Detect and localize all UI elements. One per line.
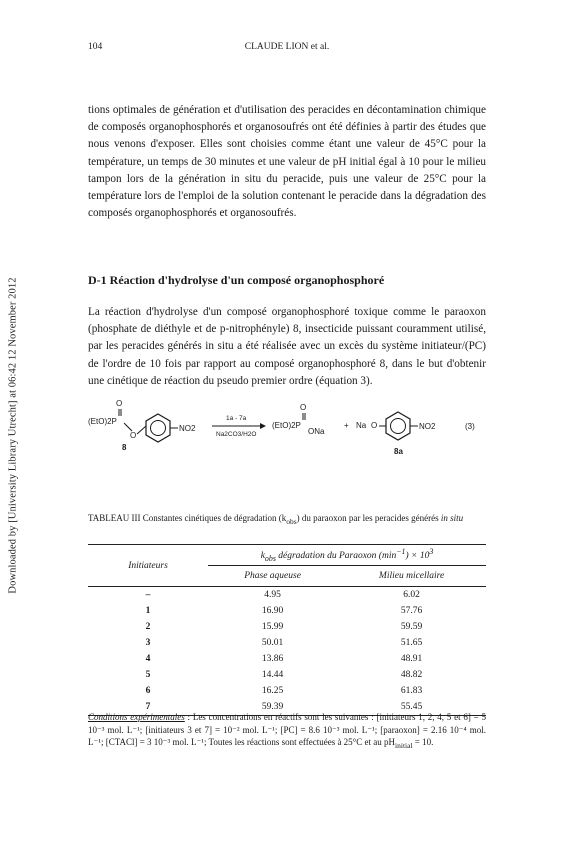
- product-oxo: O: [300, 403, 307, 412]
- intro-paragraph: tions optimales de génération et d'utilisation des peracides en décontamination chimique de composés organophosphorés et organosoufrés ont été définies à partir des études que nous venons d'exposer. Elles sont choisies comme étant une valeur de 45°C pour la température, un temps de 30 minutes et une valeur de pH initial égal à 10 pour le milieu tampon lors de la génération in situ du peracide, puis une valeur de 25°C pour la température lors de l'emploi de la solution contenant le peracide dans la dégradation des composés organophosphorés et organosoufrés.: [88, 104, 486, 220]
- cell-mic: 57.76: [400, 606, 423, 616]
- cell-aq: 16.90: [261, 606, 284, 616]
- conditions-text: : Les concentrations en réactifs sont les suivantes : [initiateurs 1, 2, 4, 5 et 6] = 5 10⁻³ mol. L⁻¹; [initiateurs 3 et 7] = 10⁻² mol. L⁻¹; [PC] = 8.6 10⁻³ mol. L⁻¹; [paraoxon] = 2.16 10⁻⁴ mol. L⁻¹; [CTACl] = 3 10⁻³ mol. L⁻¹; Toutes les réactions sont effectuées à 25°C et au pH: [88, 712, 486, 747]
- kobs-text: dégradation du Paraoxon (min: [275, 551, 397, 562]
- table-caption: [88, 512, 486, 528]
- download-watermark-text: Downloaded by [University Library Utrecht] at 06:42 12 November 2012: [7, 276, 19, 594]
- cell-mic: 6.02: [403, 590, 420, 600]
- product-nitro: NO2: [419, 422, 436, 431]
- cell-mic: 55.45: [337, 699, 486, 716]
- caption-sub: obs: [286, 516, 297, 526]
- cell-aq: 59.39: [208, 699, 337, 716]
- o-ring-bond: [137, 426, 146, 434]
- caption-italic: in situ: [440, 513, 464, 523]
- conditions-sub: initial: [395, 740, 413, 750]
- reaction-arrowhead: [260, 423, 266, 429]
- col-initiateurs: Initiateurs: [88, 545, 208, 587]
- download-watermark: [0, 210, 28, 660]
- experimental-conditions: [88, 711, 486, 752]
- arrow-reagent-top: 1a - 7a: [226, 415, 247, 422]
- page-number: 104: [88, 42, 103, 52]
- cell-init: 6: [145, 686, 151, 696]
- table-row: [88, 587, 486, 604]
- product-group: (EtO)2P: [272, 421, 301, 430]
- table-row: [88, 635, 486, 651]
- hydrolysis-paragraph: La réaction d'hydrolyse d'un composé organophosphoré toxique comme le paraoxon (phosphate de diéthyle et de p-nitrophényle) 8, insecticide puissant couramment utilisé, par les peracides générés in situ a été réalisée avec un excès du système initiateur/(PC) de l'ordre de 10 fois par rapport au composé organophosphoré 8, dans le but d'obtenir une cinétique de réaction du pseudo premier ordre (équation 3).: [88, 306, 486, 387]
- kobs-exp2: 3: [429, 546, 434, 556]
- conditions-tail: = 10.: [412, 737, 434, 747]
- sodium-ion: Na: [356, 421, 367, 430]
- cell-init: 4: [145, 654, 151, 664]
- cell-aq: 15.99: [261, 622, 284, 632]
- cell-aq: 14.44: [261, 670, 284, 680]
- cell-init: 7: [88, 699, 208, 716]
- cell-mic: 48.91: [400, 654, 423, 664]
- cell-init: 5: [145, 670, 151, 680]
- running-head: CLAUDE LION et al.: [244, 42, 330, 52]
- equation-number: (3): [465, 422, 475, 431]
- caption-prefix: TABLEAU III Constantes cinétiques de dégradation (k: [88, 513, 287, 523]
- cell-init: 3: [145, 638, 151, 648]
- reactant-nitro: NO2: [179, 424, 196, 433]
- col-milieu-micellaire: Milieu micellaire: [337, 566, 486, 587]
- col-kobs-group: [208, 545, 486, 566]
- product-benzene-ring: [386, 412, 410, 440]
- caption-mid: ) du paraoxon par les peracides générés: [296, 513, 441, 523]
- cell-mic: 61.83: [400, 686, 423, 696]
- reactant-ether-o: O: [130, 431, 137, 440]
- kinetics-table: [88, 544, 486, 716]
- cell-init: 1: [145, 606, 151, 616]
- reactant-label: 8: [122, 443, 127, 452]
- cell-mic: 59.59: [400, 622, 423, 632]
- table-row: [88, 619, 486, 635]
- table-row: [88, 683, 486, 699]
- kobs-sub: obs: [264, 554, 276, 564]
- cell-aq: 4.95: [264, 590, 281, 600]
- page-header: [88, 42, 486, 58]
- phenolate-oxygen: O: [371, 421, 378, 430]
- cell-mic: 48.82: [400, 670, 423, 680]
- kobs-k: k: [260, 551, 265, 562]
- product-label: 8a: [394, 447, 403, 456]
- product-aromatic-circle: [391, 419, 406, 434]
- p-o-bond: [124, 423, 132, 431]
- cell-init: 2: [145, 622, 151, 632]
- reactant-aromatic-circle: [151, 421, 166, 436]
- conditions-lead: Conditions expérimentales: [88, 712, 185, 722]
- col-phase-aqueuse: Phase aqueuse: [208, 566, 337, 587]
- table-row: [88, 667, 486, 683]
- reaction-scheme-svg: [88, 398, 488, 478]
- table-row: [88, 603, 486, 619]
- product-ion: ONa: [308, 427, 325, 436]
- reactant-benzene-ring: [146, 414, 170, 442]
- section-title: D-1 Réaction d'hydrolyse d'un composé organophosphoré: [88, 273, 385, 287]
- reactant-group: (EtO)2P: [88, 417, 117, 426]
- cell-aq: 13.86: [261, 654, 284, 664]
- plus-sign: +: [344, 421, 349, 430]
- cell-mic: 51.65: [400, 638, 423, 648]
- arrow-reagent-bottom: Na2CO3/H2O: [216, 431, 257, 438]
- cell-init: –: [145, 590, 151, 600]
- reaction-scheme: [88, 398, 488, 478]
- table-row: [88, 651, 486, 667]
- reactant-oxo: O: [116, 399, 123, 408]
- kobs-end: ) × 10: [405, 551, 430, 562]
- cell-aq: 16.25: [261, 686, 284, 696]
- cell-aq: 50.01: [261, 638, 284, 648]
- kobs-exp: −1: [396, 546, 406, 556]
